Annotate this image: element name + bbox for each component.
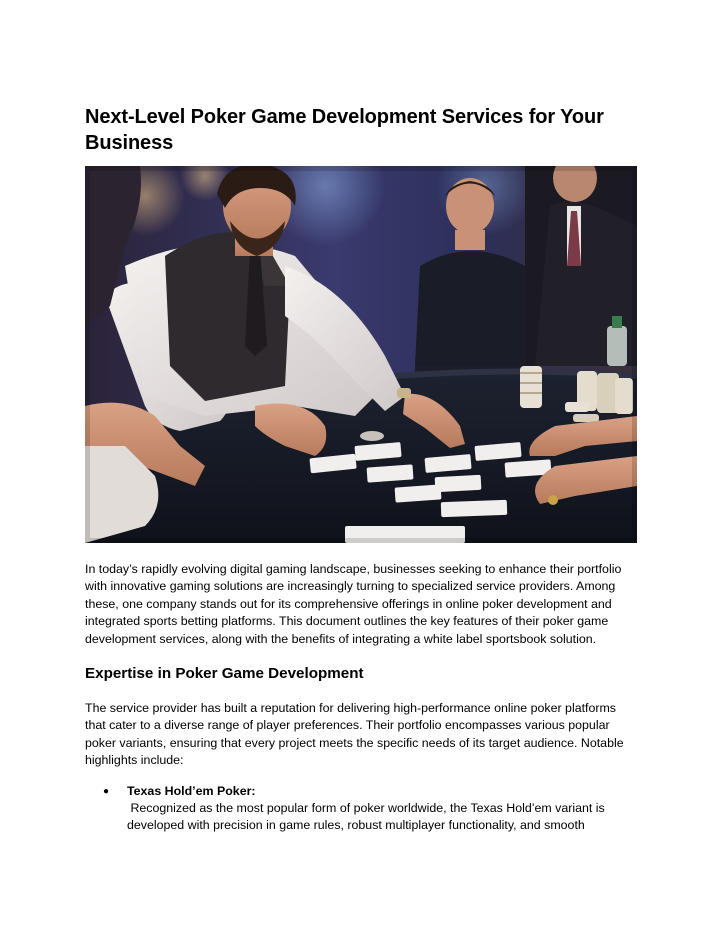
list-item [85, 783, 637, 835]
bullet-body: Recognized as the most popular form of poker worldwide, the Texas Hold’em variant is developed with precision in game rules, robust multiplayer functionality, and smooth [127, 801, 609, 833]
bullet-heading: Texas Hold’em Poker: [127, 783, 256, 798]
intro-paragraph: In today’s rapidly evolving digital gaming landscape, businesses seeking to enhance their portfolio with innovative gaming solutions are increasingly turning to specialized service providers. Among these, one company stands out for its comprehensive offerings in online poker development and integrated sports betting platforms. This document outlines the key features of their poker game development services, along with the benefits of integrating a white label sportsbook solution. [85, 562, 622, 646]
bullet-list [85, 783, 637, 835]
section-body: The service provider has built a reputation for delivering high-performance online poker platforms that cater to a diverse range of player preferences. Their portfolio encompasses various popular poker variants, ensuring that every project meets the specific needs of its target audience. Notable highlights include: [85, 701, 624, 768]
document-title: Next-Level Poker Game Development Services for Your Business [85, 106, 604, 154]
section-heading: Expertise in Poker Game Development [85, 665, 364, 683]
document-page [85, 104, 637, 835]
bullet-dot-icon: ● [103, 785, 110, 797]
hero-image [85, 166, 637, 543]
